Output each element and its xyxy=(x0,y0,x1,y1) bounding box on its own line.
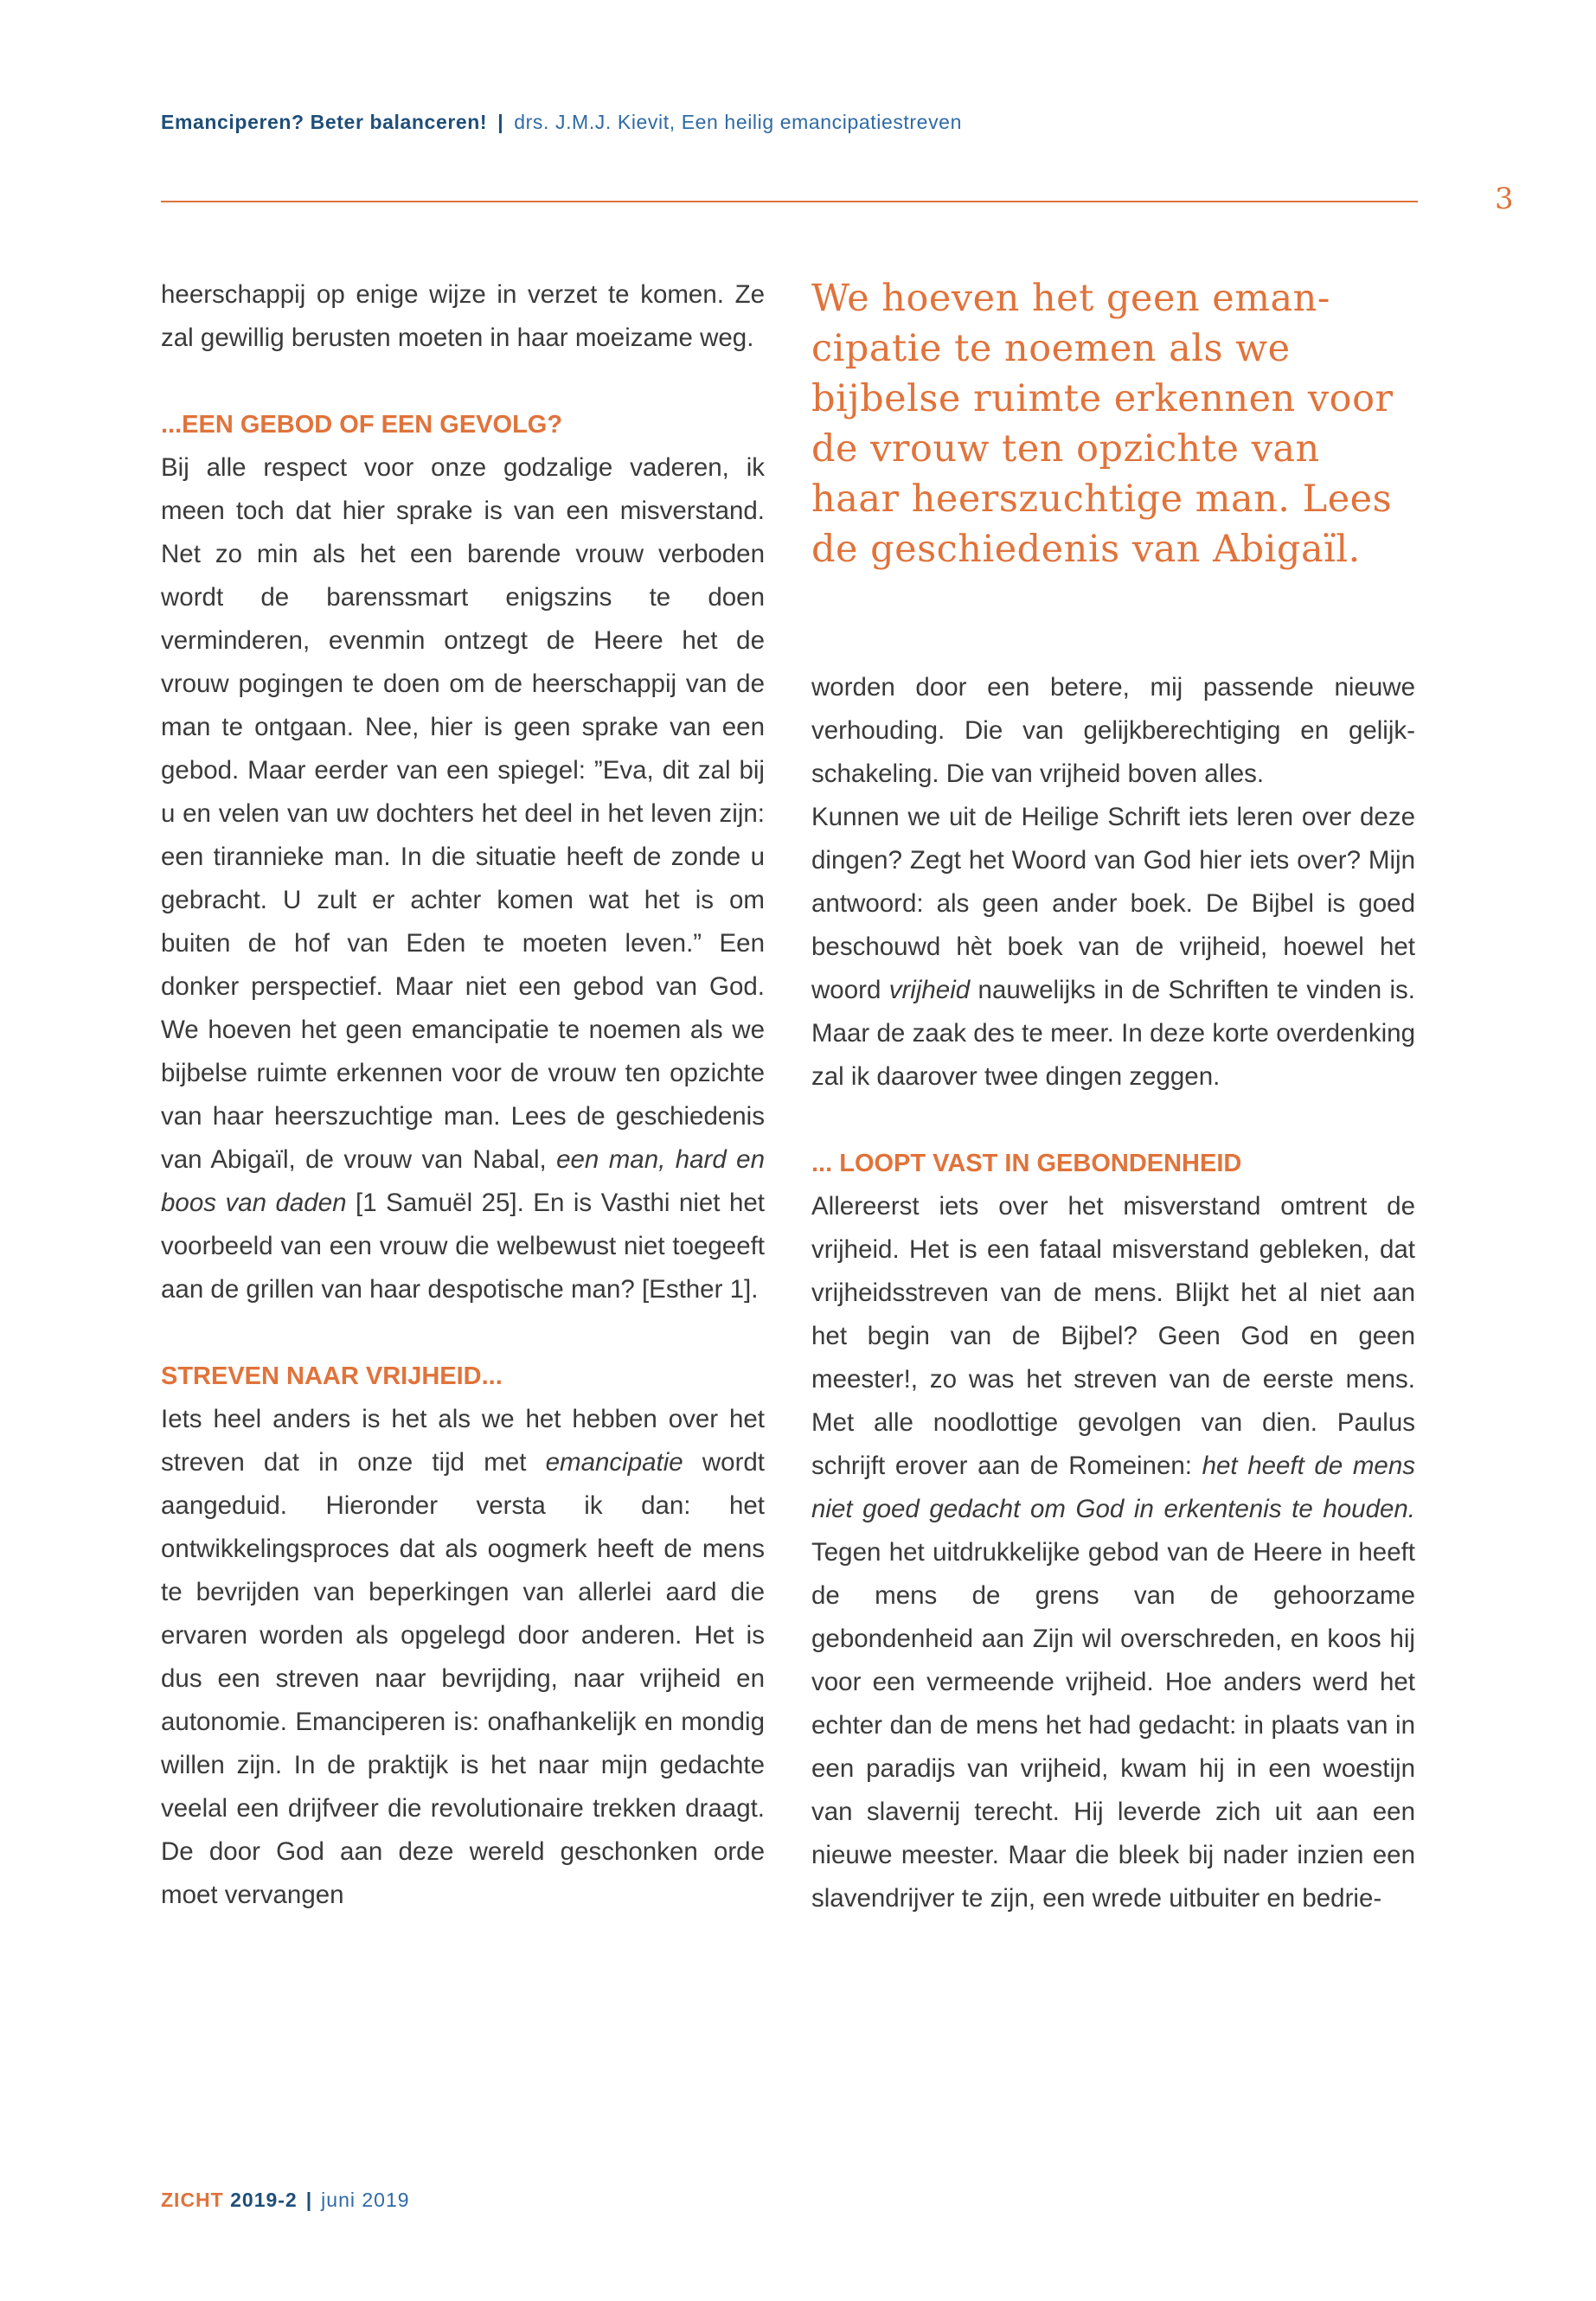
page-number: 3 xyxy=(1495,182,1514,216)
right-paragraph-2-end: nauwelijks in de Schriften te vinden is. Maar de zaak des te meer. In deze korte overdenking zal ik daarover twee dingen zeggen. xyxy=(811,976,1415,1091)
footer-issue: 2019-2 xyxy=(230,2189,298,2211)
left-paragraph-3-italic: emancipatie xyxy=(545,1448,683,1477)
left-column xyxy=(161,273,765,1917)
section-heading-gebod: ...EEN GEBOD OF EEN GEVOLG? xyxy=(161,411,563,439)
section-heading-vrijheid: STREVEN NAAR VRIJHEID... xyxy=(161,1362,503,1390)
pull-quote: We hoeven het geen emancipatie te noemen als we bijbelse ruimte erkennen voor de vrouw ten opzichte van haar heerszuchtige man. Lees de geschiedenis van Abigaïl. xyxy=(811,277,1394,571)
right-paragraph-3 xyxy=(811,1185,1415,1920)
right-paragraph-3-end: Tegen het uitdrukkelijke gebod van de Heere in heeft de mens de grens van de gehoorzame gebondenheid aan Zijn wil overschreden, en koos hij voor een vermeende vrijheid. Hoe anders werd het echter dan de mens het had gedacht: in plaats van in een paradijs van vrijheid, kwam hij in een woestijn van slavernij terecht. Hij leverde zich uit aan een nieuwe meester. Maar die bleek bij nader inzien een slavendrijver te zijn, een wrede uitbuiter en bedrie- xyxy=(811,1538,1415,1913)
magazine-title: Emanciperen? Beter balanceren! xyxy=(161,111,488,133)
spacer xyxy=(161,360,765,403)
right-paragraph-1: worden door een betere, mij passende nieuwe verhouding. Die van gelijkberechtiging en gelijkschakeling. Die van vrijheid boven alles. xyxy=(811,673,1415,788)
right-paragraph-3-text: Allereerst iets over het misverstand omtrent de vrijheid. Het is een fataal misverstand gebleken, dat vrijheidsstreven van de mens. Blijkt het al niet aan het begin van de Bijbel? Geen God en geen meester!, zo was het streven van de eerste mens. Met alle noodlottige gevolgen van dien. Paulus schrijft erover aan de Romeinen: xyxy=(811,1192,1415,1480)
footer xyxy=(161,2189,410,2212)
footer-date: juni 2019 xyxy=(321,2189,410,2211)
right-paragraph-2 xyxy=(811,796,1415,1099)
section-heading-gebondenheid: ... LOOPT VAST IN GEBONDENHEID xyxy=(811,1150,1242,1177)
right-paragraph-3-italic: het heeft de mens niet goed gedacht om God in erkentenis te houden. xyxy=(811,1452,1415,1523)
footer-separator: | xyxy=(305,2189,313,2211)
header-separator: | xyxy=(497,111,504,133)
left-paragraph-2-text: Bij alle respect voor onze godzalige vaderen, ik meen toch dat hier sprake is van een misverstand. Net zo min als het een barende vrouw verboden wordt de barenssmart enigszins te doen verminderen, evenmin ontzegt de Heere het de vrouw pogingen te doen om de heerschappij van de man te ontgaan. Nee, hier is geen sprake van een gebod. Maar eerder van een spiegel: ”Eva, dit zal bij u en velen van uw dochters het deel in het leven zijn: een tirannieke man. In die situatie heeft de zonde u gebracht. U zult er achter komen wat het is om buiten de hof van Eden te moeten leven.” Een donker perspectief. Maar niet een gebod van God. We hoeven het geen emancipatie te noemen als we bijbelse ruimte erkennen voor de vrouw ten opzichte van haar heerszuchtige man. Lees de geschiedenis van Abigaïl, de vrouw van Nabal, xyxy=(161,453,765,1174)
right-column xyxy=(811,273,1415,1920)
header-rule xyxy=(161,201,1418,202)
spacer xyxy=(811,1099,1415,1142)
author-article: drs. J.M.J. Kievit, Een heilig emancipatiestreven xyxy=(514,111,962,133)
spacer xyxy=(161,1311,765,1355)
footer-brand: ZICHT xyxy=(161,2189,224,2211)
right-paragraph-2-italic: vrijheid xyxy=(888,976,971,1004)
left-paragraph-2-end: [1 Samuël 25]. En is Vasthi niet het voorbeeld van een vrouw die welbewust niet toegeeft aan de grillen van haar despotische man? [Esther 1]. xyxy=(161,1189,765,1304)
left-paragraph-2 xyxy=(161,446,765,1311)
left-paragraph-2-italic: een man, hard en boos van daden xyxy=(161,1145,765,1217)
left-paragraph-3-end: wordt aangeduid. Hieronder versta ik dan: het ontwikkelingsproces dat als oogmerk heeft de mens te bevrijden van beperkingen van allerlei aard die ervaren worden als opgelegd door anderen. Het is dus een streven naar bevrijding, naar vrijheid en autonomie. Emanciperen is: onafhankelijk en mondig willen zijn. In de praktijk is het naar mijn gedachte veelal een drijfveer die revolutionaire trekken draagt. De door God aan deze wereld geschonken orde moet vervangen xyxy=(161,1448,765,1909)
left-paragraph-1: heerschappij op enige wijze in verzet te komen. Ze zal gewillig berusten moeten in haar moeizame weg. xyxy=(161,280,765,352)
right-paragraph-2-text: Kunnen we uit de Heilige Schrift iets leren over deze dingen? Zegt het Woord van God hier iets over? Mijn antwoord: als geen ander boek. De Bijbel is goed beschouwd hèt boek van de vrijheid, hoewel het woord xyxy=(811,803,1415,1004)
left-paragraph-3-text: Iets heel anders is het als we het hebben over het streven dat in onze tijd met xyxy=(161,1405,765,1477)
running-header xyxy=(161,111,1424,134)
left-paragraph-3 xyxy=(161,1398,765,1917)
